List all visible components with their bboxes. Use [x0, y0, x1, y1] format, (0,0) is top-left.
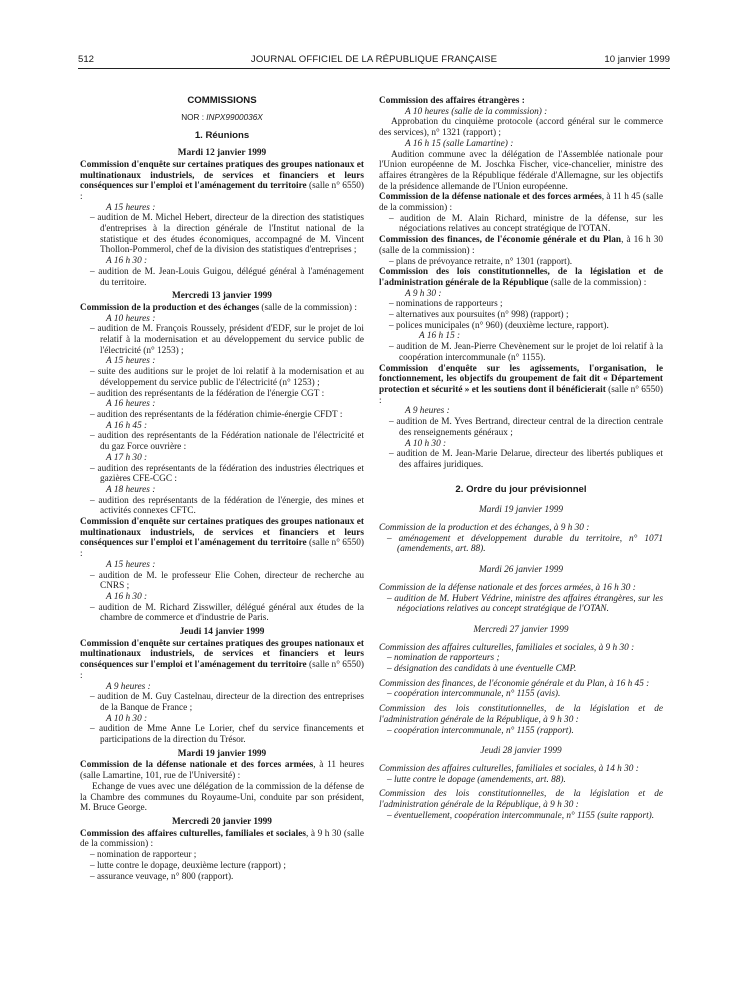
- hour-label: A 10 heures (salle de la commission) :: [405, 106, 548, 117]
- agenda-item: – audition de M. Jean-Marie Delarue, directeur des libertés publiques et des affaires juridiques.: [389, 449, 663, 470]
- hour-label: A 10 heures :: [106, 313, 156, 324]
- agenda-commission: Commission des affaires culturelles, familiales et sociales, à 9 h 30 :: [379, 642, 635, 653]
- agenda-commission: Commission de la défense nationale et des forces armées, à 16 h 30 :: [379, 582, 636, 593]
- hour-label: A 15 heures :: [106, 202, 156, 213]
- agenda-item: – nomination de rapporteur ;: [90, 850, 197, 861]
- commission-heading: [379, 364, 663, 407]
- left-column-body: [80, 148, 364, 882]
- commission-details: , à 11 heures (salle Lamartine, 101, rue de l'Université) :: [80, 760, 364, 782]
- commission-heading: [379, 96, 663, 107]
- commission-heading: [80, 639, 364, 682]
- agenda-day-heading: Mardi 26 janvier 1999: [478, 565, 564, 576]
- agenda-day-heading: Jeudi 28 janvier 1999: [480, 746, 562, 757]
- hour-label: A 9 heures :: [405, 406, 450, 417]
- ordre-title: 2. Ordre du jour prévisionnel: [455, 483, 587, 495]
- commission-details: (salle n° 6550) :: [80, 660, 364, 681]
- commission-heading: [379, 235, 663, 256]
- agenda-item: – coopération intercommunale, n° 1155 (rapport).: [387, 725, 574, 736]
- right-column: [379, 96, 663, 821]
- agenda-item: – audition de M. Alain Richard, ministre de la défense, sur les négociations relatives au concept stratégique de l'OTAN.: [389, 213, 663, 235]
- agenda-item: – lutte contre le dopage, deuxième lecture (rapport) ;: [90, 860, 286, 871]
- commission-name: Commission des affaires culturelles, familiales et sociales: [80, 828, 306, 839]
- issue-date: 10 janvier 1999: [604, 54, 670, 65]
- agenda-item: – désignation des candidats à une éventuelle CMP.: [387, 664, 577, 675]
- commission-heading: [80, 303, 364, 314]
- commission-heading: [80, 829, 364, 850]
- hour-label: A 16 heures :: [106, 399, 156, 410]
- agenda-item: – audition de M. Richard Zisswiller, délégué général aux études de la chambre de commerce et d'industrie de Paris.: [90, 602, 364, 624]
- commission-details: (salle de la commission) :: [259, 302, 357, 313]
- hour-label: A 10 h 30 :: [405, 438, 447, 449]
- hour-label: A 17 h 30 :: [106, 452, 148, 463]
- commission-details: (salle n° 6550) :: [80, 538, 364, 560]
- commission-name: Commission d'enquête sur certaines pratiques des groupes nationaux et multinationaux industriels, de services et financiers et leurs conséquences sur l'emploi et l'aménagement du territoire: [80, 517, 364, 549]
- commission-name: Commission de la production et des échanges: [80, 302, 260, 313]
- day-heading: Mardi 19 janvier 1999: [177, 748, 267, 759]
- agenda-commission: Commission de la production et des échanges, à 9 h 30 :: [379, 523, 590, 534]
- ordre-body: [379, 505, 663, 821]
- hour-label: A 16 h 30 :: [106, 591, 148, 602]
- header-rule: [78, 68, 670, 69]
- day-heading: Mercredi 13 janvier 1999: [172, 291, 272, 302]
- paragraph: Approbation du cinquième protocole (accord général sur le commerce des services), n° 1321 (rapport) ;: [379, 117, 663, 139]
- paragraph: Echange de vues avec une délégation de la commission de la défense de la Chambre des communes du Royaume-Uni, conduite par son président, M. Bruce George.: [80, 781, 364, 814]
- commission-name: Commission d'enquête sur certaines pratiques des groupes nationaux et multinationaux industriels, de services et financiers et leurs conséquences sur l'emploi et l'aménagement du territoire: [80, 638, 364, 671]
- agenda-item: – nominations de rapporteurs ;: [389, 299, 503, 310]
- hour-label: A 9 h 30 :: [405, 288, 442, 299]
- commission-name: Commission d'enquête sur certaines pratiques des groupes nationaux et multinationaux industriels, de services et financiers et leurs conséquences sur l'emploi et l'aménagement du territoire: [80, 159, 364, 192]
- agenda-commission: Commission des affaires culturelles, familiales et sociales, à 14 h 30 :: [379, 763, 639, 774]
- commission-details: , à 16 h 30 (salle de la commission) :: [379, 235, 663, 256]
- hour-label: A 10 h 30 :: [106, 713, 148, 724]
- commission-details: (salle n° 6550) :: [379, 384, 664, 406]
- agenda-commission: Commission des lois constitutionnelles, de la législation et de l'administration générale de la République, à 9 h 30 :: [379, 704, 663, 725]
- agenda-item: – audition de M. le professeur Elie Cohen, directeur de recherche au CNRS ;: [90, 570, 364, 592]
- hour-label: A 15 heures :: [106, 356, 156, 367]
- agenda-day-heading: Mardi 19 janvier 1999: [478, 505, 564, 516]
- commission-name: Commission des lois constitutionnelles, de la législation et de l'administration générale de la République: [379, 267, 663, 288]
- agenda-item: – audition de M. Guy Castelnau, directeur de la direction des entreprises de la Banque de France ;: [90, 692, 364, 713]
- commission-name: Commission des affaires étrangères :: [379, 96, 525, 106]
- agenda-item: – audition de M. François Roussely, président d'EDF, sur le projet de loi relatif à la modernisation et au développement du service public de l'électricité (n° 1253) ;: [90, 324, 364, 356]
- paragraph: Audition commune avec la délégation de l'Assemblée nationale pour l'Union européenne de M. Joschka Fischer, vice-chancelier, ministre des affaires étrangères de la République fédérale d'Allemagne, sur les objectifs de la présidence allemande de l'Union européenne.: [379, 149, 663, 192]
- agenda-item: – audition de M. Jean-Louis Guigou, délégué général à l'aménagement du territoire.: [90, 266, 364, 288]
- nor-reference: [80, 113, 364, 124]
- commission-name: Commission des finances, de l'économie générale et du Plan: [379, 235, 622, 246]
- left-column: [80, 96, 364, 882]
- agenda-day-heading: Mercredi 27 janvier 1999: [473, 624, 569, 635]
- agenda-item: – nomination de rapporteurs ;: [387, 653, 500, 664]
- day-heading: Mercredi 20 janvier 1999: [172, 817, 272, 827]
- commission-heading: [80, 760, 364, 781]
- agenda-item: – audition des représentants de la Fédération nationale de l'électricité et du gaz Force ouvrière :: [90, 431, 364, 453]
- right-column-body: [379, 96, 663, 471]
- reunions-title: 1. Réunions: [194, 130, 250, 142]
- commission-heading: [379, 192, 663, 213]
- nor-code: INPX9900036X: [206, 112, 263, 122]
- nor-label: NOR :: [181, 112, 204, 122]
- commission-heading: [379, 267, 663, 288]
- day-heading: Jeudi 14 janvier 1999: [179, 627, 265, 638]
- agenda-item: – éventuellement, coopération intercommunale, n° 1155 (suite rapport).: [387, 810, 655, 821]
- section-title: COMMISSIONS: [187, 95, 257, 106]
- agenda-item: – audition de M. Jean-Pierre Chevènement sur le projet de loi relatif à la coopération intercommunale (n° 1155).: [389, 342, 663, 363]
- hour-label: A 15 heures :: [106, 559, 156, 570]
- commission-heading: [80, 160, 364, 203]
- agenda-commission: Commission des finances, de l'économie générale et du Plan, à 16 h 45 :: [379, 678, 650, 689]
- agenda-item: – assurance veuvage, n° 800 (rapport).: [90, 871, 234, 882]
- hour-label: A 9 heures :: [106, 681, 151, 692]
- agenda-item: – audition des représentants de la fédération de l'énergie, des mines et activités connexes CFTC.: [90, 495, 364, 517]
- commission-details: , à 11 h 45 (salle de la commission) :: [379, 192, 663, 214]
- agenda-commission: Commission des lois constitutionnelles, de la législation et de l'administration générale de la République, à 9 h 30 :: [379, 789, 663, 811]
- agenda-item: – plans de prévoyance retraite, n° 1301 (rapport).: [389, 256, 573, 267]
- agenda-item: – polices municipales (n° 960) (deuxième lecture, rapport).: [389, 320, 609, 331]
- commission-name: Commission de la défense nationale et des forces armées: [379, 192, 602, 203]
- agenda-item: – aménagement et développement durable du territoire, n° 1071 (amendements, art. 88).: [387, 533, 663, 555]
- agenda-item: – coopération intercommunale, n° 1155 (avis).: [387, 689, 561, 700]
- commission-heading: [80, 517, 364, 560]
- agenda-item: – audition des représentants de la fédération des industries électriques et gazières CFE-CGC :: [90, 463, 364, 485]
- day-heading: Mardi 12 janvier 1999: [177, 148, 267, 159]
- hour-label: A 16 h 15 :: [419, 331, 461, 342]
- commission-name: Commission de la défense nationale et des forces armées: [80, 760, 314, 771]
- commission-details: (salle n° 6550) :: [80, 181, 364, 202]
- commission-details: , à 9 h 30 (salle de la commission) :: [80, 828, 364, 850]
- agenda-item: – lutte contre le dopage (amendements, art. 88).: [387, 774, 566, 785]
- agenda-item: – audition de M. Yves Bertrand, directeur central de la direction centrale des renseignements généraux ;: [389, 417, 663, 438]
- agenda-item: – audition de Mme Anne Le Lorier, chef du service financements et participations de la direction du Trésor.: [90, 724, 364, 746]
- agenda-item: – audition des représentants de la fédération chimie-énergie CFDT :: [90, 409, 343, 420]
- agenda-item: – alternatives aux poursuites (n° 998) (rapport) ;: [389, 310, 569, 321]
- hour-label: A 16 h 45 :: [106, 420, 148, 431]
- agenda-item: – suite des auditions sur le projet de loi relatif à la modernisation et au développement du service public de l'électricité (n° 1253) ;: [90, 367, 364, 388]
- agenda-item: – audition des représentants de la fédération de l'énergie CGT :: [90, 388, 325, 399]
- commission-name: Commission d'enquête sur les agissements, l'organisation, le fonctionnement, les objectifs du groupement de fait dit « Département protection et sécurité » et les soutiens dont il bénéficierait: [379, 363, 663, 395]
- agenda-item: – audition de M. Michel Hebert, directeur de la direction des statistiques d'entreprises à la direction générale de l'Institut national de la statistique et des études économiques, accompagné de M. Vincent Thollon-Pommerol, chef de la division des statistiques d'entreprises ;: [90, 213, 364, 256]
- hour-label: A 16 h 15 (salle Lamartine) :: [405, 138, 514, 149]
- agenda-item: – audition de M. Hubert Védrine, ministre des affaires étrangères, sur les négociations relatives au concept stratégique de l'OTAN.: [387, 593, 663, 615]
- commission-details: (salle de la commission) :: [548, 277, 647, 288]
- page-header: [78, 52, 670, 68]
- hour-label: A 16 h 30 :: [106, 256, 148, 267]
- journal-title: JOURNAL OFFICIEL DE LA RÉPUBLIQUE FRANÇAISE: [250, 54, 498, 65]
- hour-label: A 18 heures :: [106, 484, 156, 495]
- page-number: 512: [78, 54, 95, 65]
